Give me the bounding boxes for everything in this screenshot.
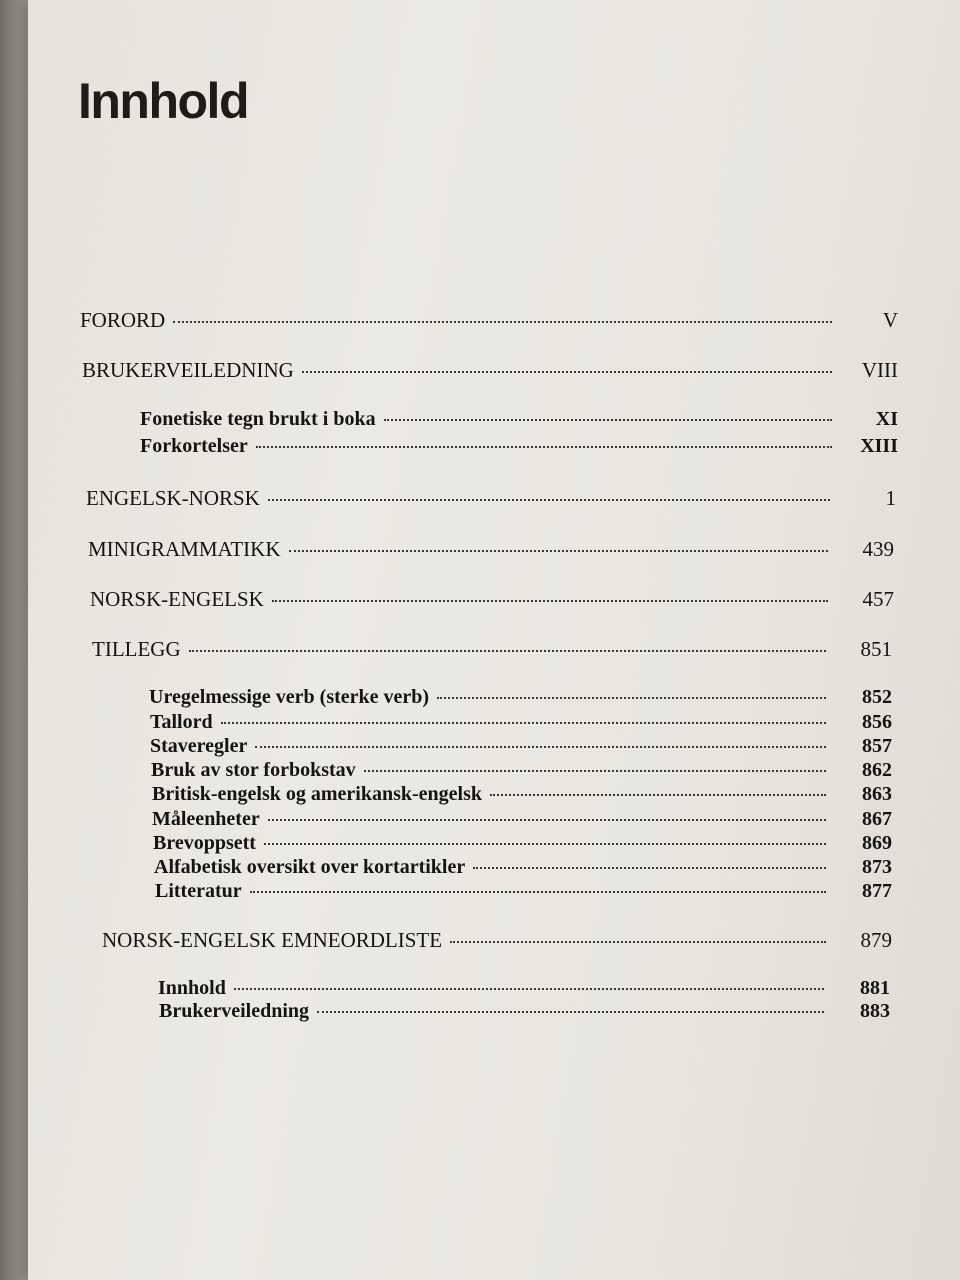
toc-page-number: V bbox=[882, 308, 898, 332]
toc-entry-bruk-av-stor-forbokstav bbox=[151, 759, 892, 782]
toc-entry-brevoppsett bbox=[153, 832, 892, 855]
toc-page-number: 869 bbox=[862, 832, 892, 854]
toc-leader-dots bbox=[473, 867, 826, 869]
toc-entry-label: NORSK-ENGELSK EMNEORDLISTE bbox=[102, 928, 443, 952]
toc-leader-dots bbox=[268, 499, 830, 501]
toc-entry-label: Tallord bbox=[150, 711, 213, 733]
toc-entry-forkortelser bbox=[140, 435, 898, 458]
toc-page-number: 863 bbox=[862, 783, 892, 805]
toc-entry-label: Brukerveiledning bbox=[159, 1000, 310, 1022]
toc-entry-brukerveiledning bbox=[82, 358, 898, 383]
toc-page-number: 862 bbox=[862, 759, 892, 781]
toc-page-number: 883 bbox=[860, 1000, 890, 1022]
toc-page-number: 879 bbox=[860, 928, 892, 952]
toc-leader-dots bbox=[264, 843, 826, 845]
toc-entry-label: NORSK-ENGELSK bbox=[90, 587, 264, 611]
toc-entry-label: BRUKERVEILEDNING bbox=[82, 358, 294, 382]
toc-page-number: 851 bbox=[860, 637, 892, 661]
toc-entry-label: FORORD bbox=[80, 308, 166, 332]
toc-page-number: XI bbox=[875, 408, 898, 430]
toc-leader-dots bbox=[437, 697, 826, 699]
toc-page-number: 867 bbox=[862, 808, 892, 830]
book-page bbox=[28, 0, 960, 1280]
toc-entry-engelsk-norsk bbox=[86, 486, 896, 511]
toc-page-number: 856 bbox=[862, 711, 892, 733]
toc-page-number: XIII bbox=[860, 435, 898, 457]
toc-leader-dots bbox=[302, 371, 832, 373]
toc-entry-label: TILLEGG bbox=[92, 637, 181, 661]
toc-entry-fonetiske-tegn bbox=[140, 408, 898, 431]
toc-entry-label: Bruk av stor forbokstav bbox=[151, 759, 356, 781]
toc-page-number: VIII bbox=[861, 358, 898, 382]
toc-leader-dots bbox=[221, 722, 826, 724]
toc-entry-label: Forkortelser bbox=[140, 435, 248, 457]
toc-page-number: 873 bbox=[862, 856, 892, 878]
toc-entry-tallord bbox=[150, 711, 892, 734]
toc-leader-dots bbox=[250, 891, 826, 893]
toc-leader-dots bbox=[268, 819, 826, 821]
toc-entry-forord bbox=[80, 308, 898, 333]
toc-leader-dots bbox=[289, 550, 829, 552]
toc-page-number: 857 bbox=[862, 735, 892, 757]
toc-entry-label: MINIGRAMMATIKK bbox=[88, 537, 281, 561]
toc-page-number: 1 bbox=[885, 486, 896, 510]
toc-page-number: 852 bbox=[862, 686, 892, 708]
toc-entry-maleenheter bbox=[152, 808, 892, 831]
toc-entry-label: Uregelmessige verb (sterke verb) bbox=[149, 686, 430, 708]
toc-entry-label: Britisk-engelsk og amerikansk-engelsk bbox=[152, 783, 483, 805]
toc-leader-dots bbox=[384, 419, 832, 421]
toc-entry-innhold bbox=[158, 977, 890, 1000]
toc-entry-britisk-amerikansk bbox=[152, 783, 892, 806]
toc-entry-uregelmessige-verb bbox=[149, 686, 892, 709]
toc-entry-label: Fonetiske tegn brukt i boka bbox=[140, 408, 376, 430]
toc-entry-tillegg bbox=[92, 637, 892, 662]
toc-leader-dots bbox=[255, 746, 826, 748]
toc-leader-dots bbox=[173, 321, 832, 323]
toc-page-number: 881 bbox=[860, 977, 890, 999]
toc-leader-dots bbox=[256, 446, 832, 448]
toc-leader-dots bbox=[189, 650, 826, 652]
toc-entry-label: Litteratur bbox=[155, 880, 242, 902]
toc-leader-dots bbox=[272, 600, 828, 602]
toc-entry-minigrammatikk bbox=[88, 537, 894, 562]
toc-leader-dots bbox=[364, 770, 826, 772]
toc-leader-dots bbox=[234, 988, 824, 990]
toc-page-number: 457 bbox=[862, 587, 894, 611]
toc-entry-norsk-engelsk bbox=[90, 587, 894, 612]
page-title: Innhold bbox=[78, 73, 248, 129]
toc-entry-label: Brevoppsett bbox=[153, 832, 256, 854]
toc-leader-dots bbox=[450, 941, 826, 943]
toc-entry-litteratur bbox=[155, 880, 892, 903]
toc-entry-label: Staveregler bbox=[150, 735, 248, 757]
toc-page-number: 439 bbox=[862, 537, 894, 561]
toc-entry-label: Alfabetisk oversikt over kortartikler bbox=[154, 856, 466, 878]
toc-leader-dots bbox=[317, 1011, 824, 1013]
toc-leader-dots bbox=[490, 794, 826, 796]
toc-entry-label: ENGELSK-NORSK bbox=[86, 486, 260, 510]
toc-entry-label: Måleenheter bbox=[152, 808, 260, 830]
toc-entry-staveregler bbox=[150, 735, 892, 758]
toc-entry-alfabetisk-oversikt bbox=[154, 856, 892, 879]
toc-page-number: 877 bbox=[862, 880, 892, 902]
toc-entry-emneordliste bbox=[102, 928, 892, 953]
toc-entry-label: Innhold bbox=[158, 977, 226, 999]
toc-entry-brukerveiledning-sub bbox=[159, 1000, 890, 1023]
